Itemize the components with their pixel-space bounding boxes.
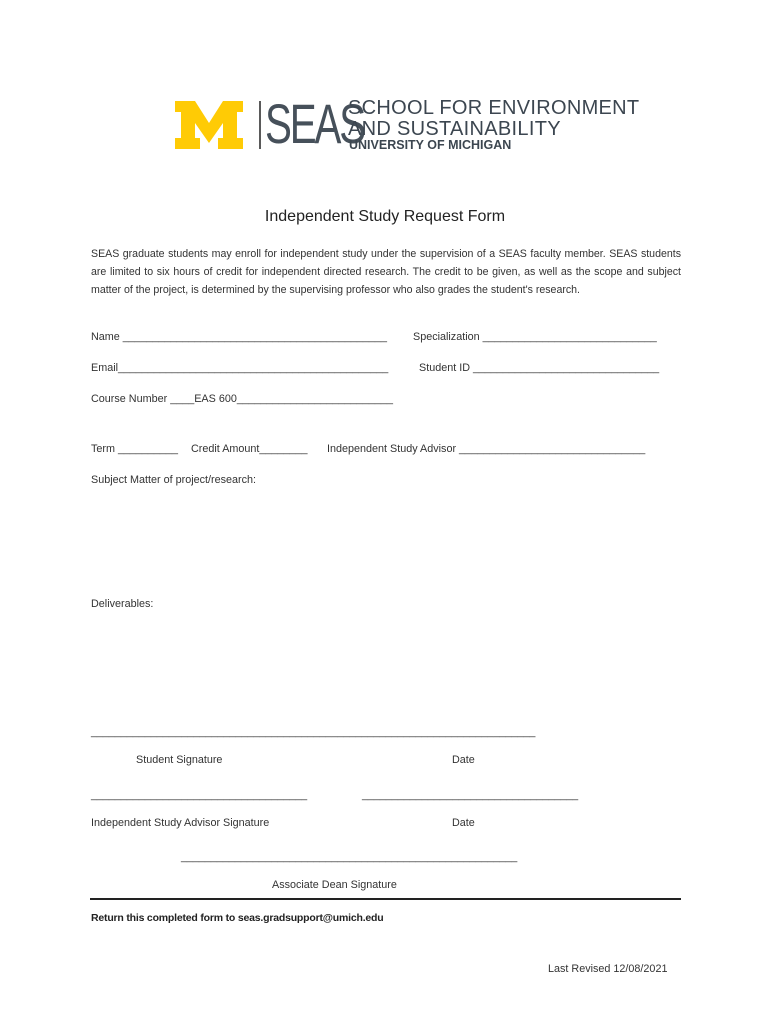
- logo-school-line-1: SCHOOL FOR ENVIRONMENT: [348, 97, 640, 119]
- footer-divider: [90, 898, 681, 900]
- logo-school-line-2: AND SUSTAINABILITY: [348, 118, 561, 140]
- deliverables-label: Deliverables:: [91, 598, 154, 610]
- specialization-field[interactable]: Specialization _____________________________: [413, 331, 657, 343]
- student-date-label: Date: [452, 754, 475, 766]
- last-revised: Last Revised 12/08/2021: [548, 963, 668, 975]
- logo-university-line: UNIVERSITY OF MICHIGAN: [349, 138, 512, 152]
- student-signature-label: Student Signature: [136, 754, 223, 766]
- credit-amount-field[interactable]: Credit Amount________: [191, 443, 308, 455]
- subject-matter-label: Subject Matter of project/research:: [91, 474, 257, 486]
- intro-paragraph: SEAS graduate students may enroll for independent study under the supervision of a SEAS faculty member. SEAS students are limited to six hours of credit for independent directed research. The credit to be given, as well as the scope and subject matter of the project, is determined by the supervising professor who also grades the student's research.: [91, 248, 681, 296]
- form-title: Independent Study Request Form: [264, 208, 506, 225]
- student-id-field[interactable]: Student ID _______________________________: [419, 362, 660, 374]
- advisor-signature-line[interactable]: ____________________________________: [91, 789, 308, 801]
- deliverables-area[interactable]: [91, 616, 681, 716]
- dean-signature-label: Associate Dean Signature: [272, 879, 397, 891]
- logo-divider: [259, 101, 261, 149]
- return-instructions: Return this completed form to seas.gradsupport@umich.edu: [91, 912, 384, 924]
- university-block-m-logo: [175, 101, 243, 154]
- course-number-field[interactable]: Course Number ____EAS 600__________________________: [91, 393, 393, 405]
- seas-wordmark: SEAS: [265, 92, 364, 155]
- subject-matter-area[interactable]: [91, 492, 681, 592]
- email-field[interactable]: Email_____________________________________________: [91, 362, 389, 374]
- dean-signature-line[interactable]: ________________________________________________________: [181, 851, 518, 863]
- name-field[interactable]: Name ____________________________________________: [91, 331, 388, 343]
- advisor-date-line[interactable]: ____________________________________: [362, 789, 579, 801]
- term-field[interactable]: Term __________: [91, 443, 179, 455]
- advisor-signature-label: Independent Study Advisor Signature: [91, 817, 270, 829]
- advisor-field[interactable]: Independent Study Advisor _______________________________: [327, 443, 646, 455]
- advisor-date-label: Date: [452, 817, 475, 829]
- student-signature-line[interactable]: __________________________________________________________________________: [91, 726, 536, 738]
